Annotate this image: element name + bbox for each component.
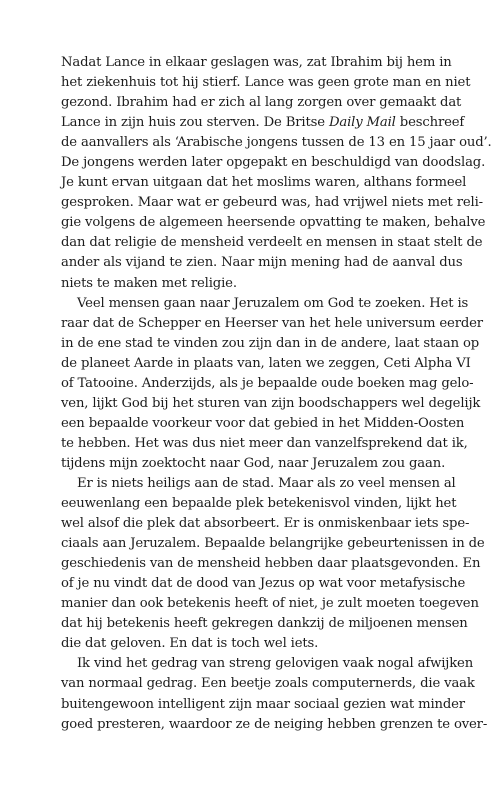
text-line: gezond. Ibrahim had er zich al lang zorgen over gemaakt dat	[61, 95, 462, 111]
text-line: tijdens mijn zoektocht naar God, naar Jeruzalem zou gaan.	[61, 455, 446, 471]
text-line: dat hij betekenis heeft gekregen dankzij de miljoenen mensen	[61, 616, 468, 632]
text-line: van normaal gedrag. Een beetje zoals computernerds, die vaak	[61, 676, 475, 692]
paragraph	[61, 474, 485, 654]
paragraph	[61, 53, 492, 294]
text-line: Je kunt ervan uitgaan dat het moslims waren, althans formeel	[61, 175, 467, 191]
text-line: wel alsof die plek dat absorbeert. Er is onmiskenbaar iets spe-	[61, 516, 470, 532]
text-line: of je nu vindt dat de dood van Jezus op wat voor metafysische	[61, 576, 466, 592]
text-line: manier dan ook betekenis heeft of niet, je zult moeten toegeven	[61, 596, 479, 612]
paragraph	[61, 294, 483, 474]
text-line: ven, lijkt God bij het sturen van zijn boodschappers wel degelijk	[61, 395, 481, 411]
text-line: buitengewoon intelligent zijn maar sociaal gezien wat minder	[61, 696, 465, 712]
text-line: Veel mensen gaan naar Jeruzalem om God te zoeken. Het is	[77, 295, 469, 311]
text-line: het ziekenhuis tot hij stierf. Lance was geen grote man en niet	[61, 75, 471, 91]
text-line: ander als vijand te zien. Naar mijn mening had de aanval dus	[61, 255, 463, 271]
text-line: raar dat de Schepper en Heerser van het hele universum eerder	[61, 315, 483, 331]
text-line: in de ene stad te vinden zou zijn dan in de andere, laat staan op	[61, 335, 480, 351]
text-line: geschiedenis van de mensheid hebben daar plaatsgevonden. En	[61, 556, 481, 572]
text-line: te hebben. Het was dus niet meer dan vanzelfsprekend dat ik,	[61, 435, 468, 451]
text-line: Lance in zijn huis zou sterven. De Britse Daily Mail beschreef	[61, 115, 465, 131]
text-line: de aanvallers als ‘Arabische jongens tussen de 13 en 15 jaar oud’.	[61, 135, 492, 151]
text-line: niets te maken met religie.	[61, 275, 237, 291]
text-line: die dat geloven. En dat is toch wel iets.	[61, 636, 319, 652]
text-line: gesproken. Maar wat er gebeurd was, had vrijwel niets met reli-	[61, 195, 483, 211]
text-line: Nadat Lance in elkaar geslagen was, zat Ibrahim bij hem in	[61, 55, 452, 70]
italic-title: Daily Mail	[328, 115, 396, 131]
text-line: Ik vind het gedrag van streng gelovigen vaak nogal afwijken	[77, 656, 474, 672]
text-line: de planeet Aarde in plaats van, laten we zeggen, Ceti Alpha VI	[61, 355, 471, 371]
text-line: gie volgens de algemeen heersende opvatting te maken, behalve	[61, 215, 486, 231]
body-text	[61, 53, 492, 735]
text-line: goed presteren, waardoor ze de neiging hebben grenzen te over-	[61, 716, 488, 732]
text-line: dan dat religie de mensheid verdeelt en mensen in staat stelt de	[61, 235, 483, 251]
text-line: eeuwenlang een bepaalde plek betekenisvol vinden, lijkt het	[61, 496, 457, 512]
text-line: ciaals aan Jeruzalem. Bepaalde belangrijke gebeurtenissen in de	[61, 536, 485, 552]
text-line: een bepaalde voorkeur voor dat gebied in het Midden-Oosten	[61, 415, 465, 431]
text-line: of Tatooine. Anderzijds, als je bepaalde oude boeken mag gelo-	[61, 375, 474, 391]
paragraph	[61, 654, 488, 734]
text-line: Er is niets heiligs aan de stad. Maar als zo veel mensen al	[77, 475, 456, 491]
text-line: De jongens werden later opgepakt en beschuldigd van doodslag.	[61, 155, 486, 171]
